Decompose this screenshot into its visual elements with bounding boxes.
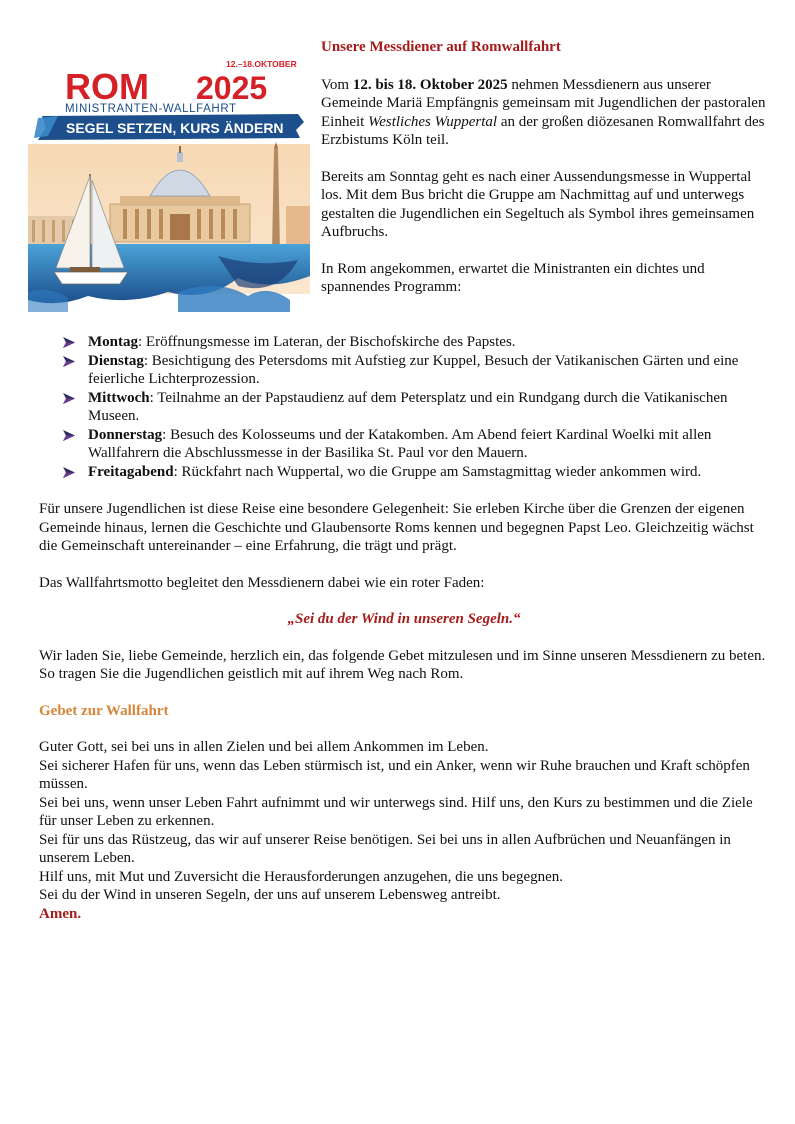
program-list (60, 333, 765, 481)
prayer-line: Sei für uns das Rüstzeug, das wir auf unserer Reise benötigen. Sei bei uns in allen Aufbrüchen und Neuanfängen in unserem Leben. (39, 831, 731, 866)
poster-dates: 12.–18.OKTOBER (226, 59, 297, 69)
program-text: : Besichtigung des Petersdoms mit Aufstieg zur Kuppel, Besuch der Vatikanischen Gärten und eine feierliche Lichterprozession. (88, 352, 739, 387)
program-item-freitagabend (60, 463, 765, 482)
arrow-bullet-icon (63, 393, 75, 404)
prayer-title: Gebet zur Wallfahrt (39, 702, 169, 719)
intro-text-e: an der großen diözesanen Romwallfahrt des Erzbistums Köln teil. (321, 113, 765, 148)
program-item-montag (60, 333, 765, 352)
program-text: : Rückfahrt nach Wuppertal, wo die Gruppe am Samstagmittag wieder ankommen wird. (173, 463, 702, 480)
poster-banner: SEGEL SETZEN, KURS ÄNDERN (66, 120, 284, 136)
poster-rom: ROM (65, 66, 149, 107)
poster-year: 2025 (196, 70, 268, 106)
program-text: : Besuch des Kolosseums und der Katakomben. Am Abend feiert Kardinal Woelki mit allen Wallfahrern die Abschlussmesse in der Basilika St. Paul vor den Mauern. (88, 426, 712, 461)
prayer-line: Hilf uns, mit Mut und Zuversicht die Herausforderungen anzugehen, die uns begegnen. (39, 868, 564, 885)
intro-pastoral-unit: Westliches Wuppertal (368, 113, 498, 130)
program-item-mittwoch (60, 389, 765, 426)
arrow-bullet-icon (63, 467, 75, 478)
program-day: Freitagabend (88, 463, 174, 480)
intro-date-range: 12. bis 18. Oktober 2025 (352, 76, 508, 93)
prayer-amen: Amen. (39, 905, 82, 922)
arrow-bullet-icon (63, 337, 75, 348)
intro-text-c: nehmen Messdienern aus unserer Gemeinde Mariä Empfängnis gemeinsam mit Jugendlichen der pastoralen Einheit (321, 76, 766, 130)
program-day: Donnerstag (88, 426, 163, 443)
opportunity-paragraph: Für unsere Jugendlichen ist diese Reise eine besondere Gelegenheit: Sie erleben Kirche über die Grenzen der eigenen Gemeinde hinaus, lernen die Geschichte und Glaubensorte Roms kennen und begegnen Papst Leo. Gleichzeitig wächst die Gemeinschaft untereinander – eine Erfahrung, die trägt und prägt. (39, 501, 754, 554)
program-day: Mittwoch (88, 389, 150, 406)
article-title: Unsere Messdiener auf Romwallfahrt (321, 39, 561, 55)
program-day: Montag (88, 334, 138, 350)
prayer-line: Guter Gott, sei bei uns in allen Zielen und bei allem Ankommen im Leben. (39, 739, 489, 755)
program-day: Dienstag (88, 352, 144, 369)
body-section (39, 500, 769, 923)
program-intro-paragraph: In Rom angekommen, erwartet die Ministranten ein dichtes und spannendes Programm: (321, 260, 705, 295)
intro-paragraph (321, 76, 771, 150)
program-item-donnerstag (60, 426, 765, 463)
arrow-bullet-icon (63, 430, 75, 441)
prayer-line: Sei sicherer Hafen für uns, wenn das Leben stürmisch ist, und ein Anker, wenn wir Ruhe brauchen und Kraft schöpfen müssen. (39, 757, 750, 792)
intro-text-a: Vom (321, 76, 353, 93)
article-intro (321, 38, 771, 297)
arrow-bullet-icon (63, 356, 75, 367)
prayer-line: Sei du der Wind in unseren Segeln, der uns auf unserem Lebensweg antreibt. (39, 887, 501, 903)
program-item-dienstag (60, 352, 765, 389)
romwallfahrt-poster (28, 56, 310, 312)
departure-paragraph: Bereits am Sonntag geht es nach einer Aussendungsmesse in Wuppertal los. Mit dem Bus bricht die Gruppe am Nachmittag auf und unterwegs gestalten die Jugendlichen ein Segeltuch als Symbol ihres gemeinsamen Aufbruchs. (321, 168, 755, 240)
poster-subtitle: MINISTRANTEN-WALLFAHRT (65, 103, 237, 115)
program-text: : Eröffnungsmesse im Lateran, der Bischofskirche des Papstes. (138, 334, 516, 350)
motto-quote: „Sei du der Wind in unseren Segeln.“ (287, 611, 521, 627)
prayer-line: Sei bei uns, wenn unser Leben Fahrt aufnimmt und wir unterwegs sind. Hilf uns, den Kurs zu bestimmen und die Ziele für unser Leben zu erkennen. (39, 794, 753, 829)
invitation-paragraph: Wir laden Sie, liebe Gemeinde, herzlich ein, das folgende Gebet mitzulesen und im Sinne unseren Messdienern zu beten. So tragen Sie die Jugendlichen geistlich mit auf ihrem Weg nach Rom. (39, 647, 766, 682)
program-text: : Teilnahme an der Papstaudienz auf dem Petersplatz und ein Rundgang durch die Vatikanischen Museen. (88, 389, 728, 424)
motto-intro-paragraph: Das Wallfahrtsmotto begleitet den Messdienern dabei wie ein roter Faden: (39, 574, 485, 591)
